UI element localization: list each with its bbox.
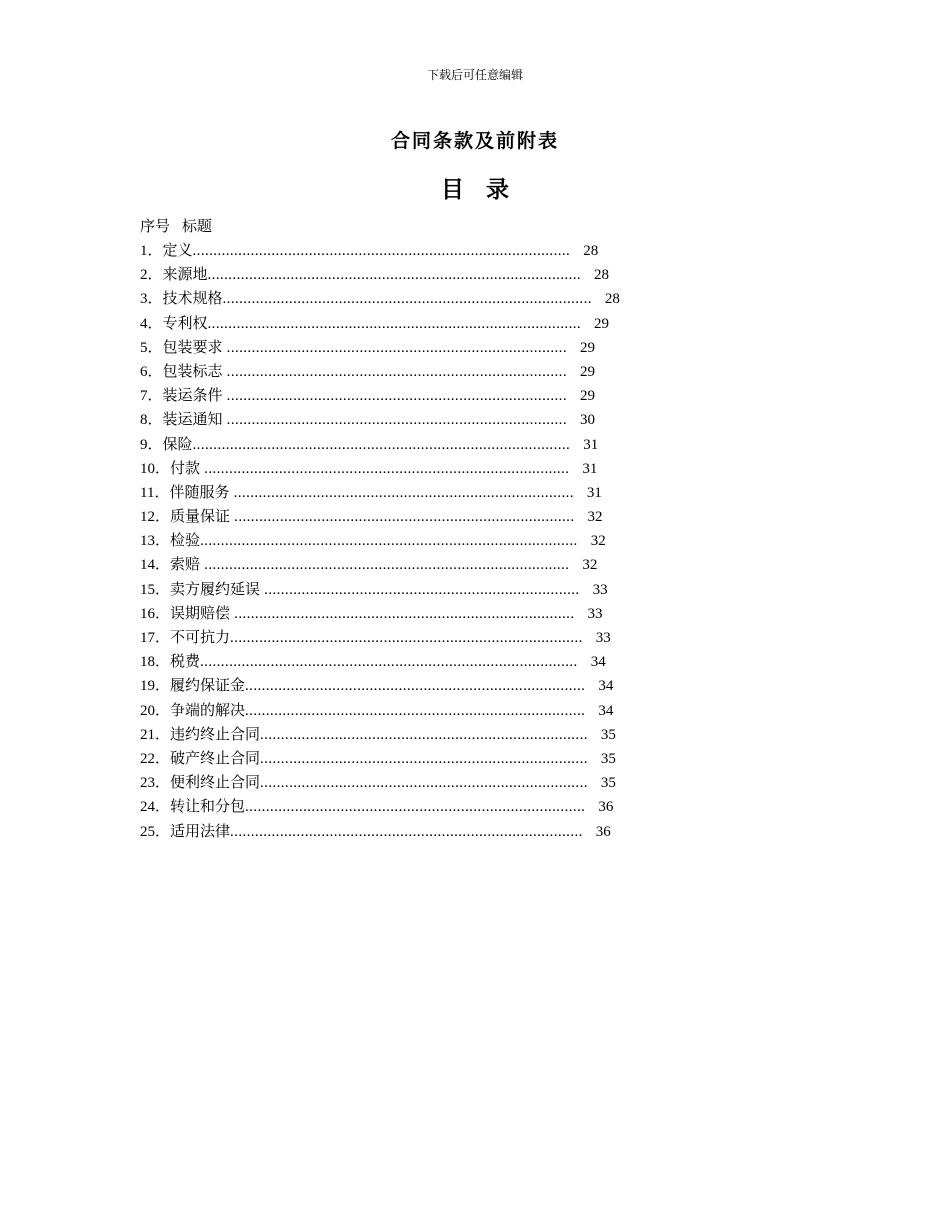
toc-entry-number: 6． <box>140 363 163 380</box>
toc-entry-leader: ..................................................................................... <box>230 823 583 840</box>
toc-entry-title: 伴随服务 <box>169 482 230 501</box>
toc-entry-leader: .................................................................................. <box>229 484 574 501</box>
toc-entry-page: 36 <box>598 799 614 816</box>
toc-entry-title: 检验 <box>170 531 201 550</box>
toc-entry-page: 32 <box>587 509 603 526</box>
toc-entry-number: 24． <box>140 799 171 816</box>
toc-entry-title: 违约终止合同 <box>170 724 261 743</box>
toc-entry-number: 25． <box>140 823 171 840</box>
toc-header <box>140 214 680 238</box>
toc-entry-number: 2． <box>140 267 163 284</box>
toc-entry[interactable] <box>140 456 680 480</box>
toc-entry-number: 5． <box>140 339 163 356</box>
toc-entry-leader: .................................................................................. <box>222 388 567 405</box>
toc-entry-page: 32 <box>590 533 606 550</box>
toc-entry[interactable] <box>140 746 680 770</box>
toc-entry-page: 29 <box>579 339 595 356</box>
toc-entry-title: 适用法律 <box>170 821 231 840</box>
toc-entry[interactable] <box>140 722 680 746</box>
toc-entry-page: 33 <box>587 605 603 622</box>
toc-entry-number: 13． <box>140 533 171 550</box>
toc-entry-leader: .................................................................................. <box>230 605 575 622</box>
toc-entry-title: 误期赔偿 <box>170 603 231 622</box>
toc-entry-title: 卖方履约延误 <box>170 579 261 598</box>
toc-entry-title: 定义 <box>162 241 193 259</box>
toc-entry-title: 装运通知 <box>162 410 223 429</box>
toc-entry-page: 28 <box>604 291 620 308</box>
toc-entry[interactable] <box>140 601 680 625</box>
toc-entry[interactable] <box>140 819 680 843</box>
toc-entry-number: 17． <box>140 630 171 646</box>
toc-entry[interactable] <box>140 238 680 262</box>
toc-entry-title: 质量保证 <box>170 507 231 526</box>
toc-entry-page: 34 <box>598 702 614 719</box>
toc-entry-title: 破产终止合同 <box>170 748 261 767</box>
toc-entry-page: 35 <box>600 726 616 743</box>
toc-entry-page: 32 <box>582 557 598 574</box>
toc-entry-number: 16． <box>140 605 171 622</box>
toc-entry-leader: .................................................................................. <box>222 412 567 429</box>
toc-entry-page: 31 <box>583 436 599 453</box>
toc-entry-page: 31 <box>586 484 602 501</box>
toc-entry-leader: .................................................................................. <box>230 509 575 526</box>
toc-entry-title: 转让和分包 <box>170 797 246 816</box>
toc-entry-leader: ..................................................................................... <box>230 630 583 646</box>
header-note: 下载后可任意编辑 <box>426 68 523 82</box>
toc-entry-leader: .................................................................................. <box>245 702 586 719</box>
toc-entry-number: 11． <box>140 484 170 501</box>
toc-header-number: 序号 <box>140 217 171 235</box>
toc-entry-leader: .......................................................................................... <box>207 315 582 332</box>
toc-entry[interactable] <box>140 577 680 601</box>
toc-entry-leader: .................................................................................. <box>245 678 586 695</box>
toc-title <box>0 175 950 205</box>
toc-entry[interactable] <box>140 528 680 552</box>
toc-entry-leader: .................................................................................. <box>222 339 567 356</box>
toc-entry-title: 索赔 <box>170 555 201 574</box>
toc-entry[interactable] <box>140 262 680 286</box>
toc-entry-leader: ........................................................................................... <box>200 533 578 550</box>
toc-entry-title: 来源地 <box>162 265 208 284</box>
toc-entry[interactable] <box>140 770 680 794</box>
toc-entry-leader: .................................................................................. <box>222 363 567 380</box>
toc-entry-number: 21． <box>140 726 171 743</box>
toc-entry[interactable] <box>140 407 680 431</box>
toc-entry-leader: ........................................................................................... <box>192 436 571 453</box>
toc-entry-leader: ............................................................................... <box>260 775 588 792</box>
toc-entry-leader: ........................................................................................... <box>200 654 578 671</box>
toc-entry-leader: ............................................................................ <box>260 581 580 598</box>
toc-entry-title: 技术规格 <box>162 289 223 308</box>
toc-entry[interactable] <box>140 698 680 722</box>
toc-entry-number: 22． <box>140 750 171 767</box>
toc-entry-title: 装运条件 <box>162 386 223 405</box>
toc-entry[interactable] <box>140 625 680 649</box>
toc-entry-page: 30 <box>579 412 595 429</box>
toc-entry-number: 14． <box>140 557 171 574</box>
toc-entry-page: 34 <box>598 678 614 695</box>
toc-entry-title: 包装标志 <box>162 361 223 380</box>
toc-entry-number: 12． <box>140 509 171 526</box>
toc-entry-number: 20． <box>140 702 171 719</box>
document-title: 合同条款及前附表 <box>390 130 559 152</box>
toc-entry[interactable] <box>140 480 680 504</box>
toc-entry-page: 29 <box>579 388 595 405</box>
toc-entry-page: 28 <box>583 243 599 259</box>
toc-entry-page: 29 <box>579 363 595 380</box>
toc-list <box>140 238 680 843</box>
toc-entry[interactable] <box>140 335 680 359</box>
toc-entry-page: 34 <box>590 654 606 671</box>
toc-entry-number: 23． <box>140 775 171 792</box>
toc-entry-number: 18． <box>140 654 171 671</box>
toc-entry-leader: .......................................................................................... <box>207 267 582 284</box>
toc-entry-title: 不可抗力 <box>170 628 231 646</box>
toc-entry-title: 税费 <box>170 652 201 671</box>
toc-entry-leader: .................................................................................. <box>245 799 586 816</box>
toc-entry-number: 7． <box>140 388 163 405</box>
toc-entry-title: 履约保证金 <box>170 676 246 695</box>
toc-entry-title: 包装要求 <box>162 337 223 356</box>
toc-entry-number: 15． <box>140 581 171 598</box>
toc-entry[interactable] <box>140 286 680 310</box>
toc-entry-leader: ............................................................................... <box>260 750 588 767</box>
toc-entry-title: 专利权 <box>162 313 208 332</box>
toc-entry[interactable] <box>140 383 680 407</box>
toc-entry[interactable] <box>140 552 680 576</box>
toc-entry-number: 19． <box>140 678 171 695</box>
toc-entry-leader: ........................................................................................ <box>200 557 570 574</box>
toc-entry-page: 33 <box>595 630 611 646</box>
toc-title-part: 录 <box>486 177 509 203</box>
toc-entry[interactable] <box>140 359 680 383</box>
toc-entry-number: 1． <box>140 243 163 259</box>
toc-entry-title: 保险 <box>162 434 193 453</box>
toc-title-part: 目 <box>441 177 464 203</box>
toc-entry-page: 28 <box>594 267 610 284</box>
toc-entry-leader: ............................................................................... <box>260 726 588 743</box>
toc-entry-page: 35 <box>600 750 616 767</box>
toc-entry-leader: ........................................................................................ <box>200 460 570 477</box>
toc-header-title: 标题 <box>182 217 213 235</box>
toc-entry-title: 便利终止合同 <box>170 773 261 792</box>
toc-entry-title: 争端的解决 <box>170 700 246 719</box>
toc-entry-number: 4． <box>140 315 163 332</box>
toc-entry[interactable] <box>140 673 680 697</box>
toc-entry-page: 36 <box>595 823 611 840</box>
toc-entry[interactable] <box>140 432 680 456</box>
toc-entry-page: 35 <box>600 775 616 792</box>
toc-entry[interactable] <box>140 649 680 673</box>
toc-entry[interactable] <box>140 794 680 818</box>
toc-entry-number: 3． <box>140 291 163 308</box>
toc-entry[interactable] <box>140 504 680 528</box>
table-of-contents <box>140 214 680 843</box>
toc-entry-page: 29 <box>594 315 610 332</box>
toc-entry[interactable] <box>140 311 680 335</box>
toc-entry-number: 8． <box>140 412 163 429</box>
toc-entry-leader: ......................................................................................... <box>222 291 592 308</box>
toc-entry-page: 31 <box>582 460 598 477</box>
toc-entry-page: 33 <box>592 581 608 598</box>
toc-entry-number: 10． <box>140 460 171 477</box>
toc-entry-leader: ........................................................................................... <box>192 243 571 259</box>
toc-entry-number: 9． <box>140 436 163 453</box>
toc-entry-title: 付款 <box>170 458 201 477</box>
